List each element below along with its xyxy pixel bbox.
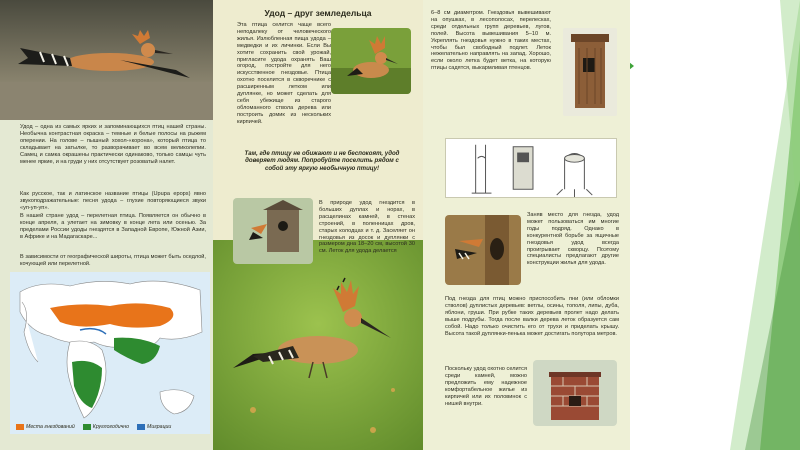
log-nestbox-photo: [563, 28, 617, 116]
birdhouse-photo: [233, 198, 313, 264]
appeal-text: Там, где птицу не обижают и не беспокоят, удод доверяет людям. Попробуйте поселить рядом с собой эту яркую необычную птицу!: [244, 150, 400, 172]
competition-text: Заняв место для гнезда, удод может пользоваться им многие годы подряд. Однако в конкурентной борьбе за ящичные гнездовья удод всегда проигрывает скворцу. Поэтому специалисты предлагают другие конструкции жилья для удода.: [527, 212, 619, 267]
hoopoe-portrait-photo: [331, 28, 411, 94]
map-legend: [16, 422, 211, 432]
latitude-text: В зависимости от географической широты, птица может быть оседлой, кочующей или перелетной.: [20, 254, 206, 267]
legend-label: Миграции: [147, 424, 172, 430]
brochure-panel-right: [423, 0, 630, 450]
legend-label: Места гнездований: [26, 424, 75, 430]
decorative-triangles: [620, 0, 800, 450]
legend-item: [83, 424, 129, 430]
hoopoe-grass-photo: [213, 240, 423, 450]
legend-item: [137, 424, 171, 430]
brick-nest-text: Поскольку удод охотно селится среди камней, можно предложить ему надежное комфортабельное жилье из кирпичей или их половинок с нишей внутри.: [445, 366, 527, 407]
friend-text-part2: В природе удод гнездится в больших дуплах и норах, в расщелинах камней, в стенах строений, в поленницах дров, старых колодцах и т. д. Заселяет он гнездовья из досок и дуплянки с размером дна 18–20 см, высотой 30 см. Леток для удода делается: [319, 200, 415, 255]
hoopoe-feeding-photo: [445, 215, 521, 285]
brochure-panel-left: [0, 0, 213, 450]
migration-text: В нашей стране удод – перелетная птица. Появляется он обычно в конце апреля, а улетает на зимовку в конце лета или осенью. За пределами России удоды гнездятся в Западной Европе, Южной Азии, в Африке и на Мадагаскаре...: [20, 213, 206, 240]
stump-nest-text: Под гнезда для птиц можно приспособить пни (или обломки стволов) дуплистых деревьев: ветлы, осины, тополя, липы, дуба, яблони, груши. При рубке таких деревьев пролет надо делать выше подрубы. Тогда после валки дерева леток образуется сам собой. Надо только очистить его от трухи и приделать крышу. Высота такой дуплянки-пенька может достигать полутора метров.: [445, 296, 619, 337]
legend-item: [16, 424, 75, 430]
panel-title: Удод – друг земледельца: [264, 8, 372, 18]
friend-text-part1: Эта птица селится чаще всего неподалеку от человеческого жилья. Излюбленная пища удода – медведки и их личинки. Если Вы хотите сохранить свой урожай, пригласите удода охранять Ваш огород, постройте для него искусственное гнездовье. Птица охотно поселится в скворечнике с расширенным летком или дуплянке, но может сделать для себя убежище из старого обломанного ствола дерева или построить домик из нескольких кирпичей.: [237, 22, 331, 125]
brochure-panel-middle: [213, 0, 423, 450]
intro-text: Удод – одна из самых ярких и запоминающихся птиц нашей страны. Необычна контрастная окраска – темные и белые полосы на рыжем оперении. На голове – пышный хохол-«корона», который птица то складывает на затылке, то разворачивает во всем великолепии. Самец и самка окрашены практически одинаково, только самцы чуть менее яркие, и на груди у них отсутствует розоватый налет.: [20, 124, 206, 165]
name-text: Как русское, так и латинское название птицы (Upupa epops) явно звукоподражательные: песня удода – глухие повторяющиеся звуки «уп-уп-уп».: [20, 191, 206, 211]
hanging-text: 6–8 см диаметром. Гнездовья вывешивают на опушках, в лесополосах, перелесках, среди отдельных групп деревьев, лугов, полей. Высота вывешивания 5–10 м. Укреплять гнездовья нужно в таких местах, чтобы был свободный подлет. Леток нежелательно направлять на запад. Хорошо, если около летка будет ветка, на которую птицы садятся, выкармливая птенцов.: [431, 10, 551, 72]
range-map: [10, 272, 210, 434]
stump-diagrams: [445, 138, 617, 198]
hoopoe-flying-photo: [0, 0, 213, 120]
legend-swatch: [83, 424, 91, 430]
brick-nest-photo: [533, 360, 617, 426]
legend-label: Круглогодично: [92, 424, 130, 430]
legend-swatch: [137, 424, 145, 430]
legend-swatch: [16, 424, 24, 430]
